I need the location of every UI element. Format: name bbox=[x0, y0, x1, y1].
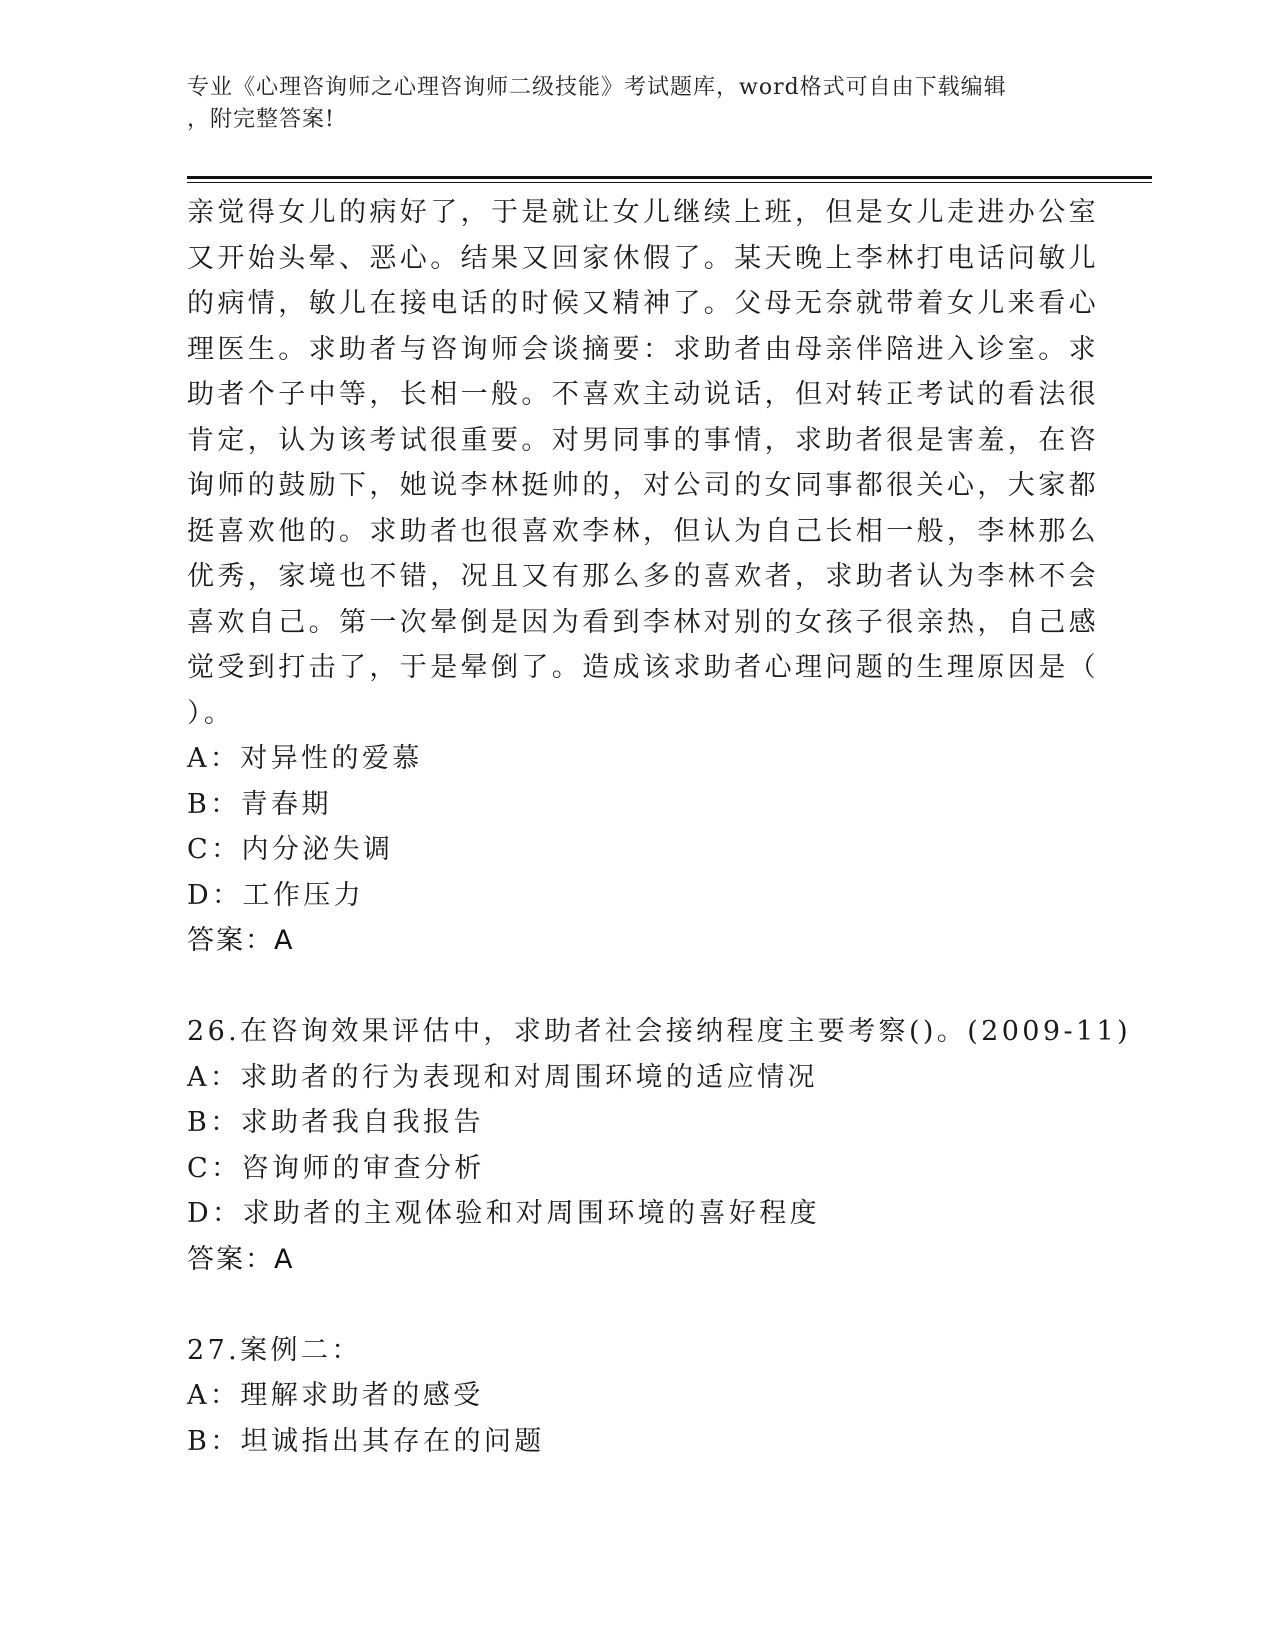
question-spacer bbox=[187, 1282, 1087, 1328]
question-text: 27.案例二： bbox=[187, 1334, 362, 1366]
header-rule-thin bbox=[187, 182, 1152, 183]
header-line-2: ，附完整答案! bbox=[187, 107, 335, 132]
case-text-line: 理医生。求助者与咨询师会谈摘要：求助者由母亲伴陪进入诊室。求 bbox=[187, 333, 1099, 365]
option-d: D：求助者的主观体验和对周围环境的喜好程度 bbox=[187, 1198, 821, 1229]
option-b: B：坦诚指出其存在的问题 bbox=[187, 1425, 545, 1457]
case-text-line: 又开始头晕、恶心。结果又回家休假了。某天晚上李林打电话问敏儿 bbox=[187, 242, 1099, 274]
option-a: A：求助者的行为表现和对周围环境的适应情况 bbox=[187, 1061, 818, 1093]
option-b: B：求助者我自我报告 bbox=[187, 1107, 484, 1138]
header-rule-thick bbox=[187, 176, 1152, 179]
case-text-line: 肯定，认为该考试很重要。对男同事的事情，求助者很是害羞，在咨 bbox=[187, 424, 1099, 456]
question-text: 26.在咨询效果评估中，求助者社会接纳程度主要考察()。(2009-11) bbox=[187, 1016, 1132, 1047]
case-text-line: 喜欢自己。第一次晕倒是因为看到李林对别的女孩子很亲热，自己感 bbox=[187, 606, 1099, 638]
option-d: D：工作压力 bbox=[187, 879, 365, 911]
option-b: B：青春期 bbox=[187, 788, 332, 820]
question-25 bbox=[187, 190, 1099, 964]
question-26 bbox=[187, 1009, 1132, 1282]
case-text-line: 亲觉得女儿的病好了，于是就让女儿继续上班，但是女儿走进办公室 bbox=[187, 197, 1099, 228]
option-a: A：理解求助者的感受 bbox=[187, 1380, 484, 1411]
option-c: C：咨询师的审查分析 bbox=[187, 1152, 485, 1184]
answer-label: 答案：A bbox=[187, 1243, 295, 1275]
option-c: C：内分泌失调 bbox=[187, 834, 394, 865]
option-a: A：对异性的爱慕 bbox=[187, 743, 423, 774]
case-text-line: 觉受到打击了，于是晕倒了。造成该求助者心理问题的生理原因是（ bbox=[187, 652, 1099, 683]
case-text-line: 的病情，敏儿在接电话的时候又精神了。父母无奈就带着女儿来看心 bbox=[187, 288, 1099, 319]
question-27 bbox=[187, 1328, 1087, 1465]
case-text-line: 助者个子中等，长相一般。不喜欢主动说话，但对转正考试的看法很 bbox=[187, 379, 1099, 410]
case-text-line: 优秀，家境也不错，况且又有那么多的喜欢者，求助者认为李林不会 bbox=[187, 561, 1099, 592]
document-header bbox=[187, 72, 1067, 136]
answer-label: 答案：A bbox=[187, 925, 295, 956]
question-spacer bbox=[187, 964, 1087, 1010]
document-body bbox=[187, 190, 1132, 1464]
case-text-line: 挺喜欢他的。求助者也很喜欢李林，但认为自己长相一般，李林那么 bbox=[187, 515, 1099, 547]
header-line-1: 专业《心理咨询师之心理咨询师二级技能》考试题库，word格式可自由下载编辑 bbox=[187, 75, 1007, 100]
case-text-line: ）。 bbox=[187, 697, 235, 729]
case-text-line: 询师的鼓励下，她说李林挺帅的，对公司的女同事都很关心，大家都 bbox=[187, 470, 1099, 501]
